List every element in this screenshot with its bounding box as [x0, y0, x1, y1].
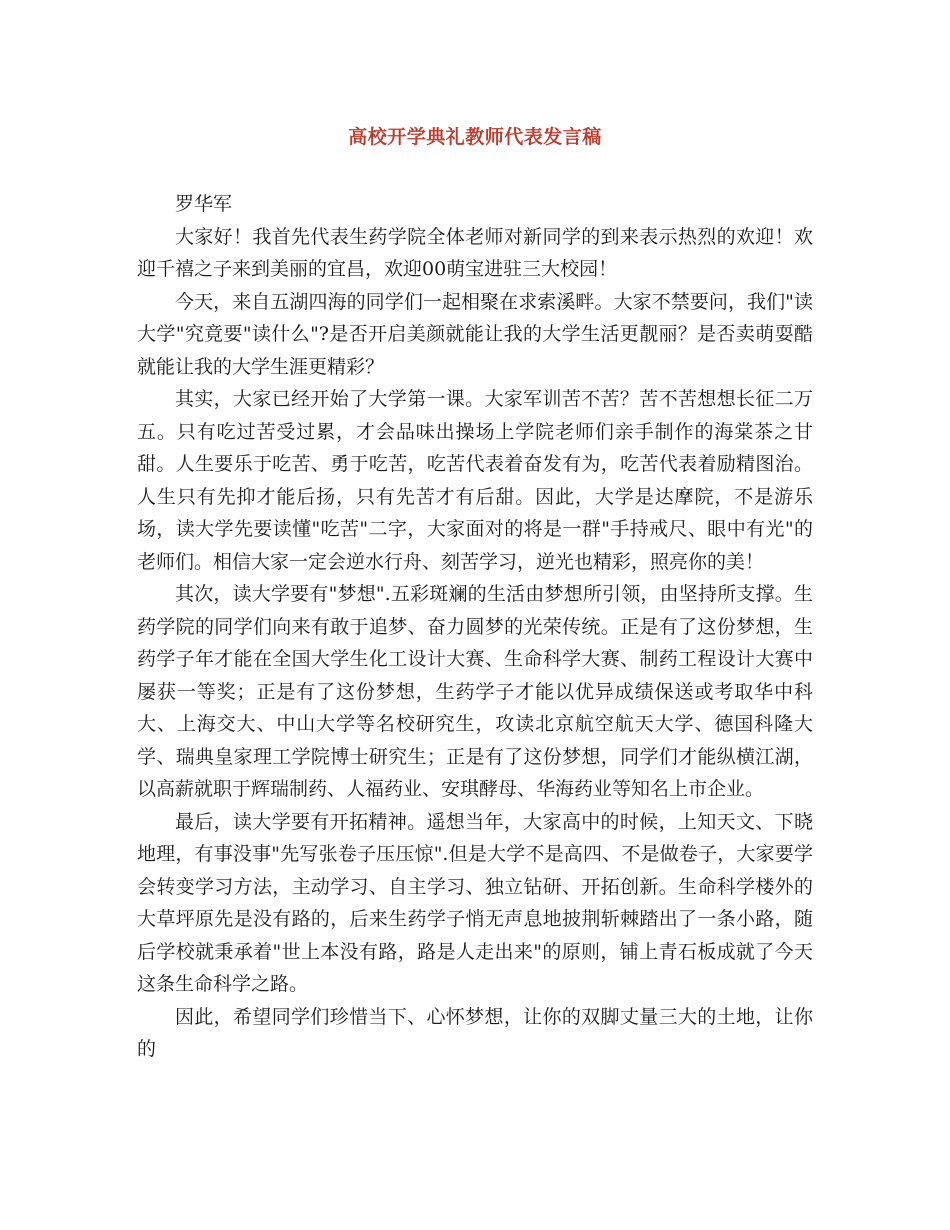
author-line: 罗华军 [175, 193, 233, 215]
paragraph-hardship: 其实，大家已经开始了大学第一课。大家军训苦不苦？苦不苦想想长征二万五。只有吃过苦受过累，才会品味出操场上学院老师们亲手制作的海棠茶之甘甜。人生要乐于吃苦、勇于吃苦，吃苦代表着奋发有为，吃苦代表着励精图治。人生只有先抑才能后扬，只有先苦才有后甜。因此，大学是达摩院，不是游乐场，读大学先要读懂"吃苦"二字，大家面对的将是一群"手持戒尺、眼中有光"的老师们。相信大家一定会逆水行舟、刻苦学习，逆光也精彩，照亮你的美！ [137, 388, 813, 573]
document-title: 高校开学典礼教师代表发言稿 [348, 126, 602, 148]
paragraph-pioneering: 最后，读大学要有开拓精神。遥想当年，大家高中的时候，上知天文、下晓地理，有事没事"先写张卷子压压惊".但是大学不是高四、不是做卷子，大家要学会转变学习方法，主动学习、自主学习、独立钻研、开拓创新。生命科学楼外的大草坪原先是没有路的，后来生药学子悄无声息地披荆斩棘踏出了一条小路，随后学校就秉承着"世上本没有路，路是人走出来"的原则，铺上青石板成就了今天这条生命科学之路。 [137, 810, 813, 995]
paragraph-conclusion: 因此，希望同学们珍惜当下、心怀梦想，让你的双脚丈量三大的土地，让你的 [137, 1005, 813, 1060]
paragraph-question: 今天，来自五湖四海的同学们一起相聚在求索溪畔。大家不禁要问，我们"读大学"究竟要"读什么"?是否开启美颜就能让我的大学生活更靓丽？是否卖萌耍酷就能让我的大学生涯更精彩？ [137, 290, 813, 378]
paragraph-greeting: 大家好！我首先代表生药学院全体老师对新同学的到来表示热烈的欢迎！欢迎千禧之子来到美丽的宜昌，欢迎00萌宝进驻三大校园！ [137, 225, 813, 280]
document-body [137, 188, 813, 1066]
paragraph-dream: 其次，读大学要有"梦想".五彩斑斓的生活由梦想所引领，由坚持所支撑。生药学院的同学们向来有敢于追梦、奋力圆梦的光荣传统。正是有了这份梦想，生药学子年才能在全国大学生化工设计大赛、生命科学大赛、制药工程设计大赛中屡获一等奖；正是有了这份梦想，生药学子才能以优异成绩保送或考取华中科大、上海交大、中山大学等名校研究生，攻读北京航空航天大学、德国科隆大学、瑞典皇家理工学院博士研究生；正是有了这份梦想，同学们才能纵横江湖，以高薪就职于辉瑞制药、人福药业、安琪酵母、华海药业等知名上市企业。 [137, 583, 813, 800]
